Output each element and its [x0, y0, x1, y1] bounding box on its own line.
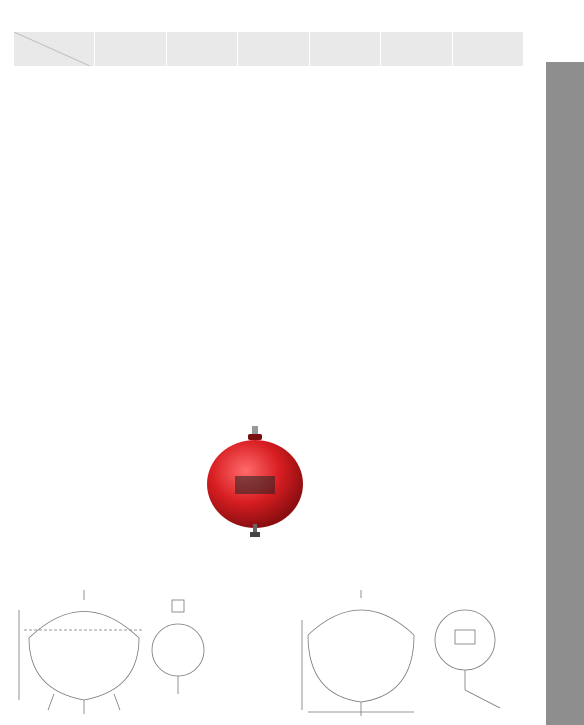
table-header-row	[14, 32, 524, 66]
corner-diagonal	[14, 32, 90, 66]
drawing-fixed-temp-side	[150, 590, 210, 710]
category-sidebar	[546, 62, 584, 725]
column-header	[238, 32, 310, 66]
document-body	[14, 18, 526, 66]
drawing-electromagnetic-front	[296, 590, 426, 720]
column-header	[381, 32, 453, 66]
parameter-table	[14, 32, 524, 66]
column-header	[309, 32, 381, 66]
column-header	[95, 32, 167, 66]
table-corner-cell	[14, 32, 95, 66]
column-header	[452, 32, 524, 66]
drawing-electromagnetic-side	[420, 590, 530, 720]
column-header	[166, 32, 238, 66]
extinguisher-photo	[200, 426, 310, 538]
